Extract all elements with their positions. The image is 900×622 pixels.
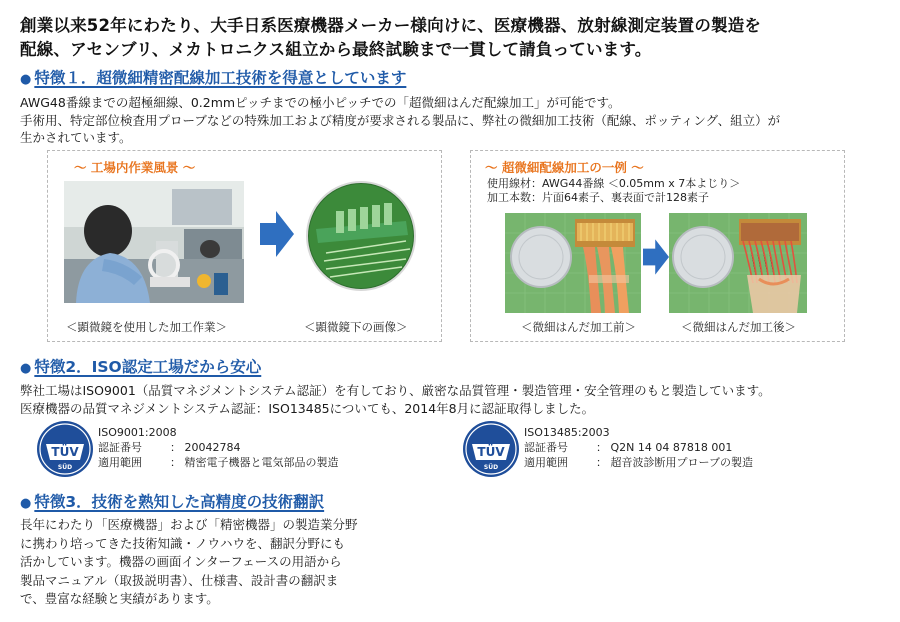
wiring-before-photo <box>505 213 641 313</box>
wiring-arrow-icon <box>643 239 669 275</box>
microscope-work-photo <box>64 181 244 303</box>
feature2-bullet: ● <box>20 361 32 376</box>
intro-line-2: 配線、アセンブリ、メカトロニクス組立から最終試験まで一貫して請負っています。 <box>20 40 652 59</box>
feature2-heading <box>20 355 261 377</box>
feature3-title: 特徴3．技術を熟知した高精度の技術翻訳 <box>34 493 325 511</box>
feature3-line-2: に携わり培ってきた技術知識・ノウハウを、翻訳分野にも <box>20 535 346 551</box>
wiring-example-panel <box>470 150 845 342</box>
cert-iso13485-scope-label: 適用範囲 <box>524 456 568 469</box>
cert-iso9001-scope-label: 適用範囲 <box>98 456 142 469</box>
wiring-spec-line-2: 加工本数：片面64素子、裏表面で計128素子 <box>487 191 709 204</box>
cert-iso13485-number-label: 認証番号 <box>524 441 568 454</box>
feature3-line-4: 製品マニュアル（取扱説明書）、仕様書、設計書の翻訳ま <box>20 572 339 588</box>
feature3-line-1: 長年にわたり「医療機器」および「精密機器」の製造業分野 <box>20 517 358 532</box>
tuv-logo-sub-1: SÜD <box>57 464 73 471</box>
wiring-spec-line-1: 使用線材：AWG44番線 ＜0.05mm x 7本よじり＞ <box>487 177 741 190</box>
cert-iso9001-number-label: 認証番号 <box>98 441 142 454</box>
cert-iso13485-number: ： Q2N 14 04 87818 001 <box>596 441 733 454</box>
feature1-paragraph <box>20 94 880 147</box>
factory-scene-panel <box>47 150 442 342</box>
process-arrow-icon <box>260 211 294 257</box>
wiring-after-photo <box>669 213 807 313</box>
feature1-para-line-1: AWG48番線までの超極細線、0.2mmピッチまでの極小ピッチでの「超微細はんだ配線加工」が可能です。 <box>20 95 621 110</box>
feature1-bullet: ● <box>20 72 32 87</box>
feature2-para-line-1: 弊社工場はISO9001（品質マネジメントシステム認証）を有しており、厳密な品質管理・製造管理・安全管理のもと製造しています。 <box>20 383 771 398</box>
feature1-heading <box>20 66 406 88</box>
feature3-line-5: で、豊富な経験と実績があります。 <box>20 591 219 606</box>
cert-iso13485-scope: ： 超音波診断用プローブの製造 <box>596 456 753 469</box>
intro-line-1: 創業以来52年にわたり、大手日系医療機器メーカー様向けに、医療機器、放射線測定装置の製造を <box>20 16 762 35</box>
tuv-sud-logo-icon <box>462 420 520 478</box>
intro-text <box>20 14 880 62</box>
tuv-logo-text-1: TÜV <box>51 445 79 459</box>
cert-iso9001-number: ： 20042784 <box>170 441 241 454</box>
tuv-logo-sub-2: SÜD <box>483 464 499 471</box>
cert-iso9001-block <box>98 425 339 470</box>
feature3-heading <box>20 490 324 512</box>
feature2-title: 特徴2．ISO認定工場だから安心 <box>34 358 262 376</box>
factory-caption-left: ＜顕微鏡を使用した加工作業＞ <box>66 320 227 334</box>
feature2-para-line-2: 医療機器の品質マネジメントシステム認証：ISO13485についても、2014年8月に認証取得しました。 <box>20 400 595 416</box>
cert-iso9001-scope: ： 精密電子機器と電気部品の製造 <box>170 456 339 469</box>
feature3-paragraph <box>20 516 410 609</box>
feature1-para-line-3: 生かされています。 <box>20 130 132 145</box>
cert-iso13485-standard: ISO13485:2003 <box>524 426 610 439</box>
wiring-caption-right: ＜微細はんだ加工後＞ <box>681 320 796 334</box>
microscope-view-photo <box>306 181 416 291</box>
feature1-title: 特徴１．超微細精密配線加工技術を得意としています <box>34 69 407 87</box>
feature3-line-3: 活かしています。機器の画面インターフェースの用語から <box>20 554 342 569</box>
feature2-paragraph <box>20 382 880 417</box>
factory-caption-right: ＜顕微鏡下の画像＞ <box>304 320 408 334</box>
tuv-logo-text-2: TÜV <box>477 445 505 459</box>
factory-scene-title: ～ 工場内作業風景 ～ <box>74 160 196 175</box>
cert-iso9001-standard: ISO9001:2008 <box>98 426 177 439</box>
wiring-example-title: ～ 超微細配線加工の一例 ～ <box>485 160 644 175</box>
feature1-para-line-2: 手術用、特定部位検査用プローブなどの特殊加工および精度が要求される製品に、弊社の微細加工技術（配線、ポッティング、組立）が <box>20 112 781 128</box>
tuv-sud-logo-icon <box>36 420 94 478</box>
feature3-bullet: ● <box>20 496 32 511</box>
wiring-caption-left: ＜微細はんだ加工前＞ <box>521 320 636 334</box>
cert-iso13485-block <box>524 425 753 470</box>
